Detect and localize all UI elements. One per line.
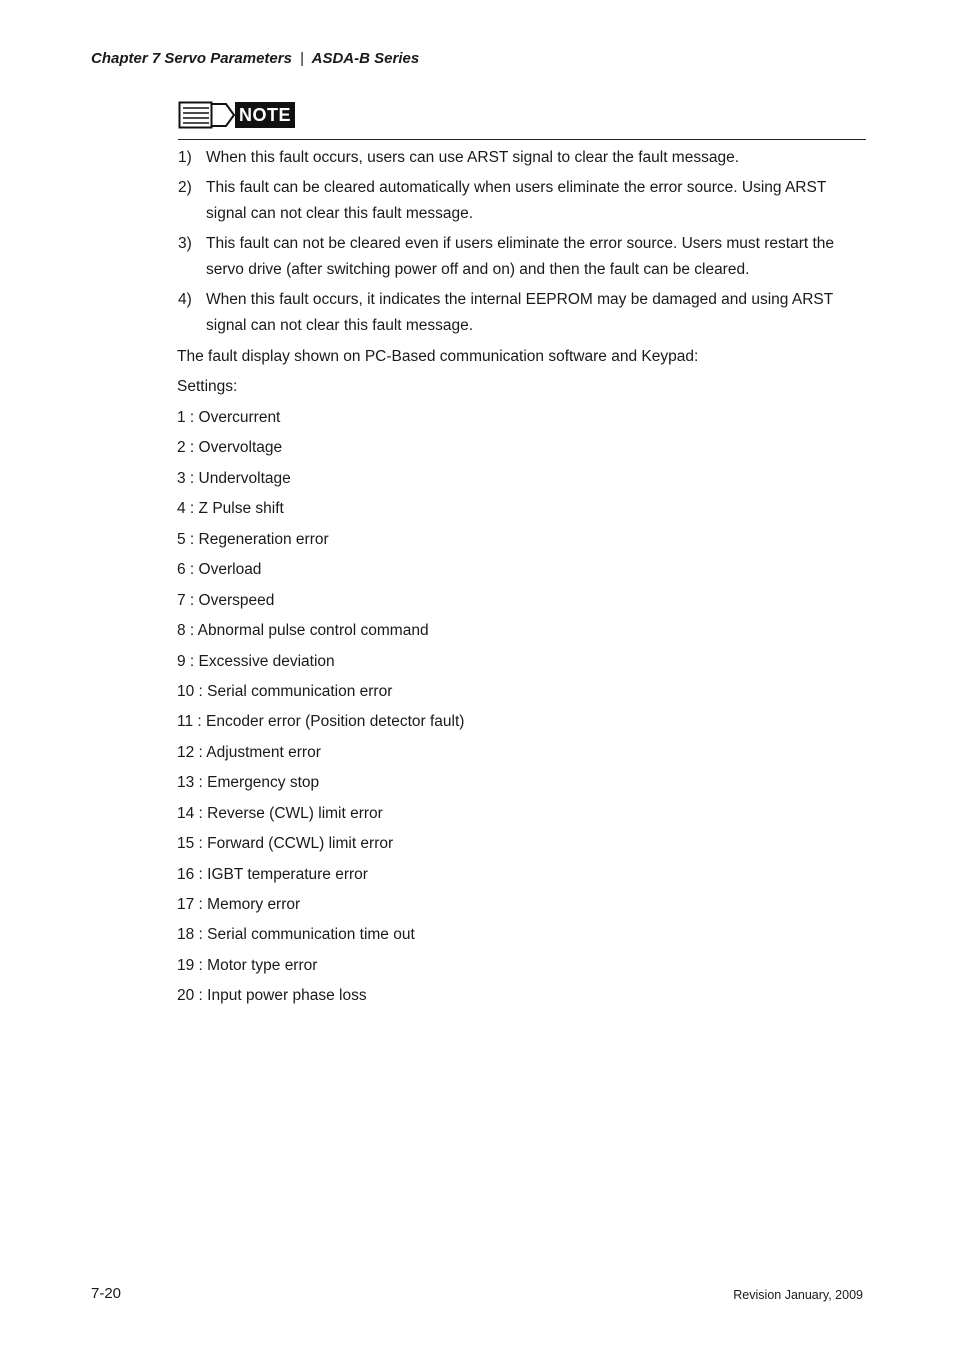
note-text: This fault can not be cleared even if users eliminate the error source. Users must restart the servo drive (after switching power off and on) and then the fault can be cleared. xyxy=(206,235,835,278)
list-item: 3 : Undervoltage xyxy=(177,469,291,487)
note-number: 2) xyxy=(178,179,192,196)
list-item: 14 : Reverse (CWL) limit error xyxy=(177,804,383,822)
note-banner xyxy=(178,101,866,140)
note-label: NOTE xyxy=(235,102,295,128)
chapter-title: Chapter 7 Servo Parameters xyxy=(91,50,292,67)
note-number: 1) xyxy=(178,149,192,166)
list-item: 15 : Forward (CCWL) limit error xyxy=(177,835,394,853)
note-text: This fault can be cleared automatically when users eliminate the error source. Using ARST signal can not clear this fault message. xyxy=(206,179,827,222)
list-item: 20 : Input power phase loss xyxy=(177,987,367,1005)
list-item: 17 : Memory error xyxy=(177,896,301,913)
note-item xyxy=(178,231,866,283)
list-item: 10 : Serial communication error xyxy=(177,682,393,700)
header-separator: | xyxy=(300,50,305,67)
note-text: When this fault occurs, users can use ARST signal to clear the fault message. xyxy=(206,149,740,166)
list-item: 9 : Excessive deviation xyxy=(177,652,335,670)
list-item: 1 : Overcurrent xyxy=(177,409,281,426)
list-item: 13 : Emergency stop xyxy=(177,774,320,792)
revision-date: Revision January, 2009 xyxy=(733,1288,863,1302)
notes-list xyxy=(178,145,866,343)
list-item: 4 : Z Pulse shift xyxy=(177,500,284,518)
list-item: 6 : Overload xyxy=(177,561,262,579)
list-item: 7 : Overspeed xyxy=(177,591,275,609)
list-item: 18 : Serial communication time out xyxy=(177,926,415,944)
note-number: 3) xyxy=(178,235,192,252)
settings-label: Settings: xyxy=(177,378,238,395)
list-item: 5 : Regeneration error xyxy=(177,530,329,548)
note-hand-icon xyxy=(178,101,238,129)
settings-list xyxy=(177,408,464,1017)
note-text: When this fault occurs, it indicates the internal EEPROM may be damaged and using ARST signal can not clear this fault message. xyxy=(206,291,833,334)
list-item: 8 : Abnormal pulse control command xyxy=(177,622,429,640)
list-item: 11 : Encoder error (Position detector fault) xyxy=(177,713,465,731)
note-number: 4) xyxy=(178,291,192,308)
note-item xyxy=(178,175,866,227)
list-item: 2 : Overvoltage xyxy=(177,439,283,457)
page-number: 7-20 xyxy=(91,1285,122,1302)
list-item: 16 : IGBT temperature error xyxy=(177,865,368,883)
page-header xyxy=(91,50,419,67)
list-item: 19 : Motor type error xyxy=(177,956,318,974)
note-item xyxy=(178,287,866,339)
list-item: 12 : Adjustment error xyxy=(177,743,321,761)
note-item xyxy=(178,145,866,171)
series-title: ASDA-B Series xyxy=(311,50,420,67)
fault-display-intro: The fault display shown on PC-Based communication software and Keypad: xyxy=(177,348,699,365)
